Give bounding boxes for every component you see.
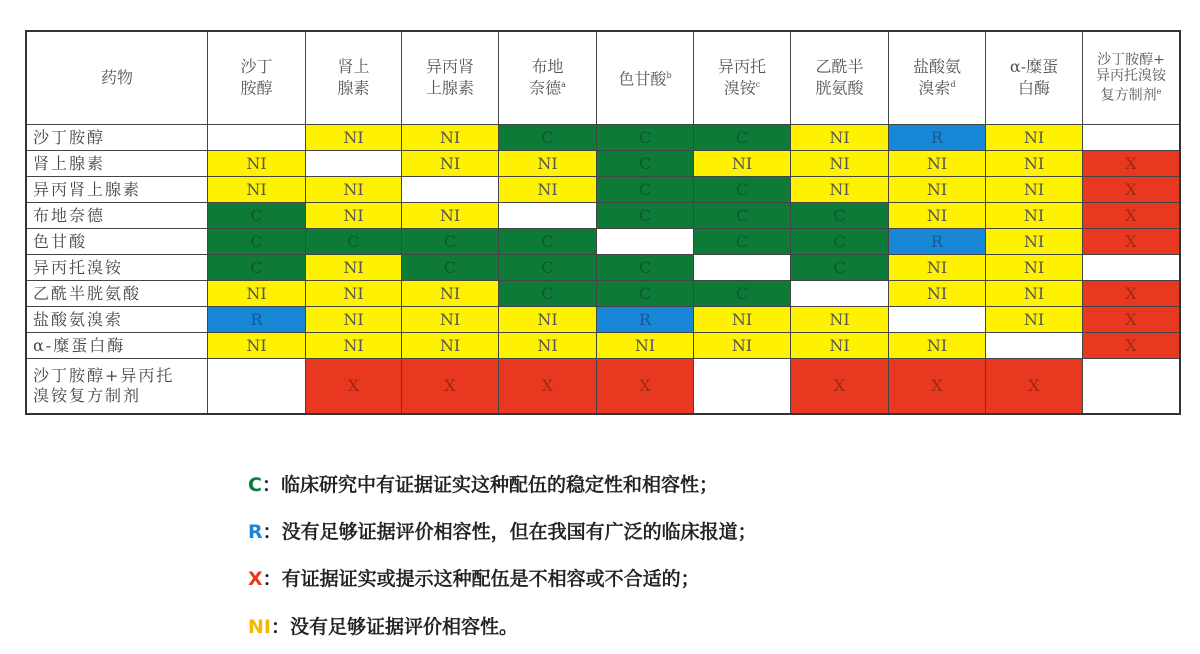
compat-cell: NI [889,333,986,359]
compat-cell: NI [694,333,791,359]
compat-cell: C [597,281,694,307]
compat-cell: C [597,177,694,203]
compat-cell [889,307,986,333]
compat-cell: NI [986,177,1083,203]
compat-cell: NI [499,151,597,177]
compat-cell: NI [694,151,791,177]
footnote-mark: c [755,80,761,90]
compat-cell: R [597,307,694,333]
compat-cell: C [402,229,499,255]
table-row [26,307,1180,333]
column-label: 乙酰半 胱氨酸 [815,57,864,98]
compat-cell: NI [889,281,986,307]
column-label: 肾上 腺素 [337,57,370,98]
compat-cell: NI [986,255,1083,281]
legend-key: R [248,521,263,543]
legend-item [248,470,718,497]
compat-cell: C [597,151,694,177]
compat-cell: C [499,255,597,281]
table-row [26,333,1180,359]
row-header: 异丙托溴铵 [26,255,208,281]
compat-cell: R [208,307,306,333]
table-row [26,281,1180,307]
compat-cell: NI [499,307,597,333]
compat-cell [208,359,306,415]
compat-cell: C [597,125,694,151]
compat-cell: NI [402,203,499,229]
compat-cell: NI [986,281,1083,307]
column-header [306,31,402,125]
compat-cell [694,359,791,415]
row-header: 肾上腺素 [26,151,208,177]
compat-cell: C [306,229,402,255]
corner-header: 药物 [26,31,208,125]
compat-cell [306,151,402,177]
column-header [597,31,694,125]
column-label: 异丙肾 上腺素 [425,57,474,98]
table-row [26,151,1180,177]
column-label: 盐酸氨 溴索 [912,57,961,98]
column-header [499,31,597,125]
compat-cell: NI [694,307,791,333]
legend-text: ：没有足够证据评价相容性，但在我国有广泛的临床报道； [262,521,757,543]
compat-cell: C [791,203,889,229]
compat-cell: NI [402,125,499,151]
compat-cell: NI [306,281,402,307]
compat-cell: NI [306,333,402,359]
column-label: 布地 奈德 [529,57,564,98]
compat-cell: X [1083,151,1181,177]
legend-text: ：没有足够证据评价相容性。 [270,616,518,638]
compat-cell: X [1083,281,1181,307]
footnote-mark: a [561,80,566,90]
row-header: 色甘酸 [26,229,208,255]
compat-cell: NI [208,333,306,359]
compat-cell: X [402,359,499,415]
compat-cell: NI [986,229,1083,255]
compat-cell: R [889,229,986,255]
compat-cell: NI [306,255,402,281]
compat-cell: NI [499,177,597,203]
compat-cell: C [208,229,306,255]
compat-cell: X [889,359,986,415]
compat-cell: NI [306,125,402,151]
compat-cell: C [597,255,694,281]
legend-key: C [248,474,262,496]
compat-cell: X [306,359,402,415]
legend-key: NI [248,616,271,638]
compat-cell: C [791,229,889,255]
compat-cell: NI [889,177,986,203]
row-header: 沙丁胺醇 [26,125,208,151]
compat-cell: X [1083,333,1181,359]
table-row [26,255,1180,281]
compat-cell: C [499,229,597,255]
compat-cell: X [1083,177,1181,203]
column-label: 沙丁 胺醇 [240,57,273,98]
compat-cell: NI [889,203,986,229]
row-header: α-糜蛋白酶 [26,333,208,359]
compat-cell: NI [499,333,597,359]
compat-cell: NI [402,151,499,177]
compat-cell: C [791,255,889,281]
compat-cell [986,333,1083,359]
compat-cell: NI [402,307,499,333]
legend-key: X [248,568,263,590]
compat-cell: NI [306,307,402,333]
compat-cell: NI [402,281,499,307]
compat-cell: C [694,125,791,151]
compat-cell: C [402,255,499,281]
legend-text: ：有证据证实或提示这种配伍是不相容或不合适的； [262,568,700,590]
footnote-mark: e [1156,87,1162,97]
column-header [986,31,1083,125]
compat-cell: NI [208,151,306,177]
footnote-mark: d [950,80,956,90]
column-label: 异丙托 溴铵 [717,57,766,98]
column-header [402,31,499,125]
compat-cell [499,203,597,229]
compat-cell: NI [306,177,402,203]
compat-cell [694,255,791,281]
compat-cell: NI [306,203,402,229]
compat-cell: NI [791,125,889,151]
table-row [26,203,1180,229]
legend-item [248,517,757,544]
row-header: 乙酰半胱氨酸 [26,281,208,307]
compat-cell: X [1083,203,1181,229]
compat-cell: C [597,203,694,229]
compat-cell: C [499,281,597,307]
row-header: 布地奈德 [26,203,208,229]
compat-cell: NI [986,125,1083,151]
compat-cell: NI [208,281,306,307]
compat-cell: NI [791,177,889,203]
column-label: 沙丁胺醇+ 异丙托溴铵 复方制剂 [1096,52,1166,104]
compat-cell [791,281,889,307]
compat-cell: C [694,203,791,229]
compat-cell: C [694,281,791,307]
column-label: 色甘酸 [618,69,667,89]
compat-cell: C [694,177,791,203]
compat-cell: X [499,359,597,415]
footnote-mark: b [666,71,672,81]
compat-cell [1083,255,1181,281]
compat-cell: C [208,203,306,229]
table-row [26,229,1180,255]
compat-cell: NI [791,151,889,177]
legend-item [248,612,518,639]
column-label: α-糜蛋 白酶 [1009,57,1059,98]
compat-cell [597,229,694,255]
table-row [26,359,1180,415]
compat-cell: X [597,359,694,415]
compat-cell: C [208,255,306,281]
column-header [791,31,889,125]
compat-cell: NI [986,151,1083,177]
compat-cell [1083,125,1181,151]
compatibility-table [25,30,1181,415]
column-header [889,31,986,125]
compat-cell: NI [402,333,499,359]
column-header [1083,31,1181,125]
compat-cell: NI [208,177,306,203]
table-row [26,125,1180,151]
compat-cell: NI [791,307,889,333]
compat-cell: X [1083,307,1181,333]
column-header [694,31,791,125]
compat-cell: X [791,359,889,415]
row-header: 异丙肾上腺素 [26,177,208,203]
compat-cell: X [986,359,1083,415]
compat-cell [1083,359,1181,415]
compat-cell: NI [597,333,694,359]
compat-cell: NI [986,307,1083,333]
compat-cell: NI [986,203,1083,229]
compat-cell: NI [889,151,986,177]
compat-cell: NI [889,255,986,281]
compat-cell: NI [791,333,889,359]
header-row [26,31,1180,125]
table-row [26,177,1180,203]
compat-cell: C [694,229,791,255]
compat-cell: R [889,125,986,151]
compat-cell [402,177,499,203]
compat-cell [208,125,306,151]
legend-item [248,564,700,591]
row-header: 沙丁胺醇+异丙托 溴铵复方制剂 [26,359,208,415]
compat-cell: C [499,125,597,151]
compat-cell: X [1083,229,1181,255]
row-header: 盐酸氨溴索 [26,307,208,333]
column-header [208,31,306,125]
legend-text: ：临床研究中有证据证实这种配伍的稳定性和相容性； [261,474,718,496]
